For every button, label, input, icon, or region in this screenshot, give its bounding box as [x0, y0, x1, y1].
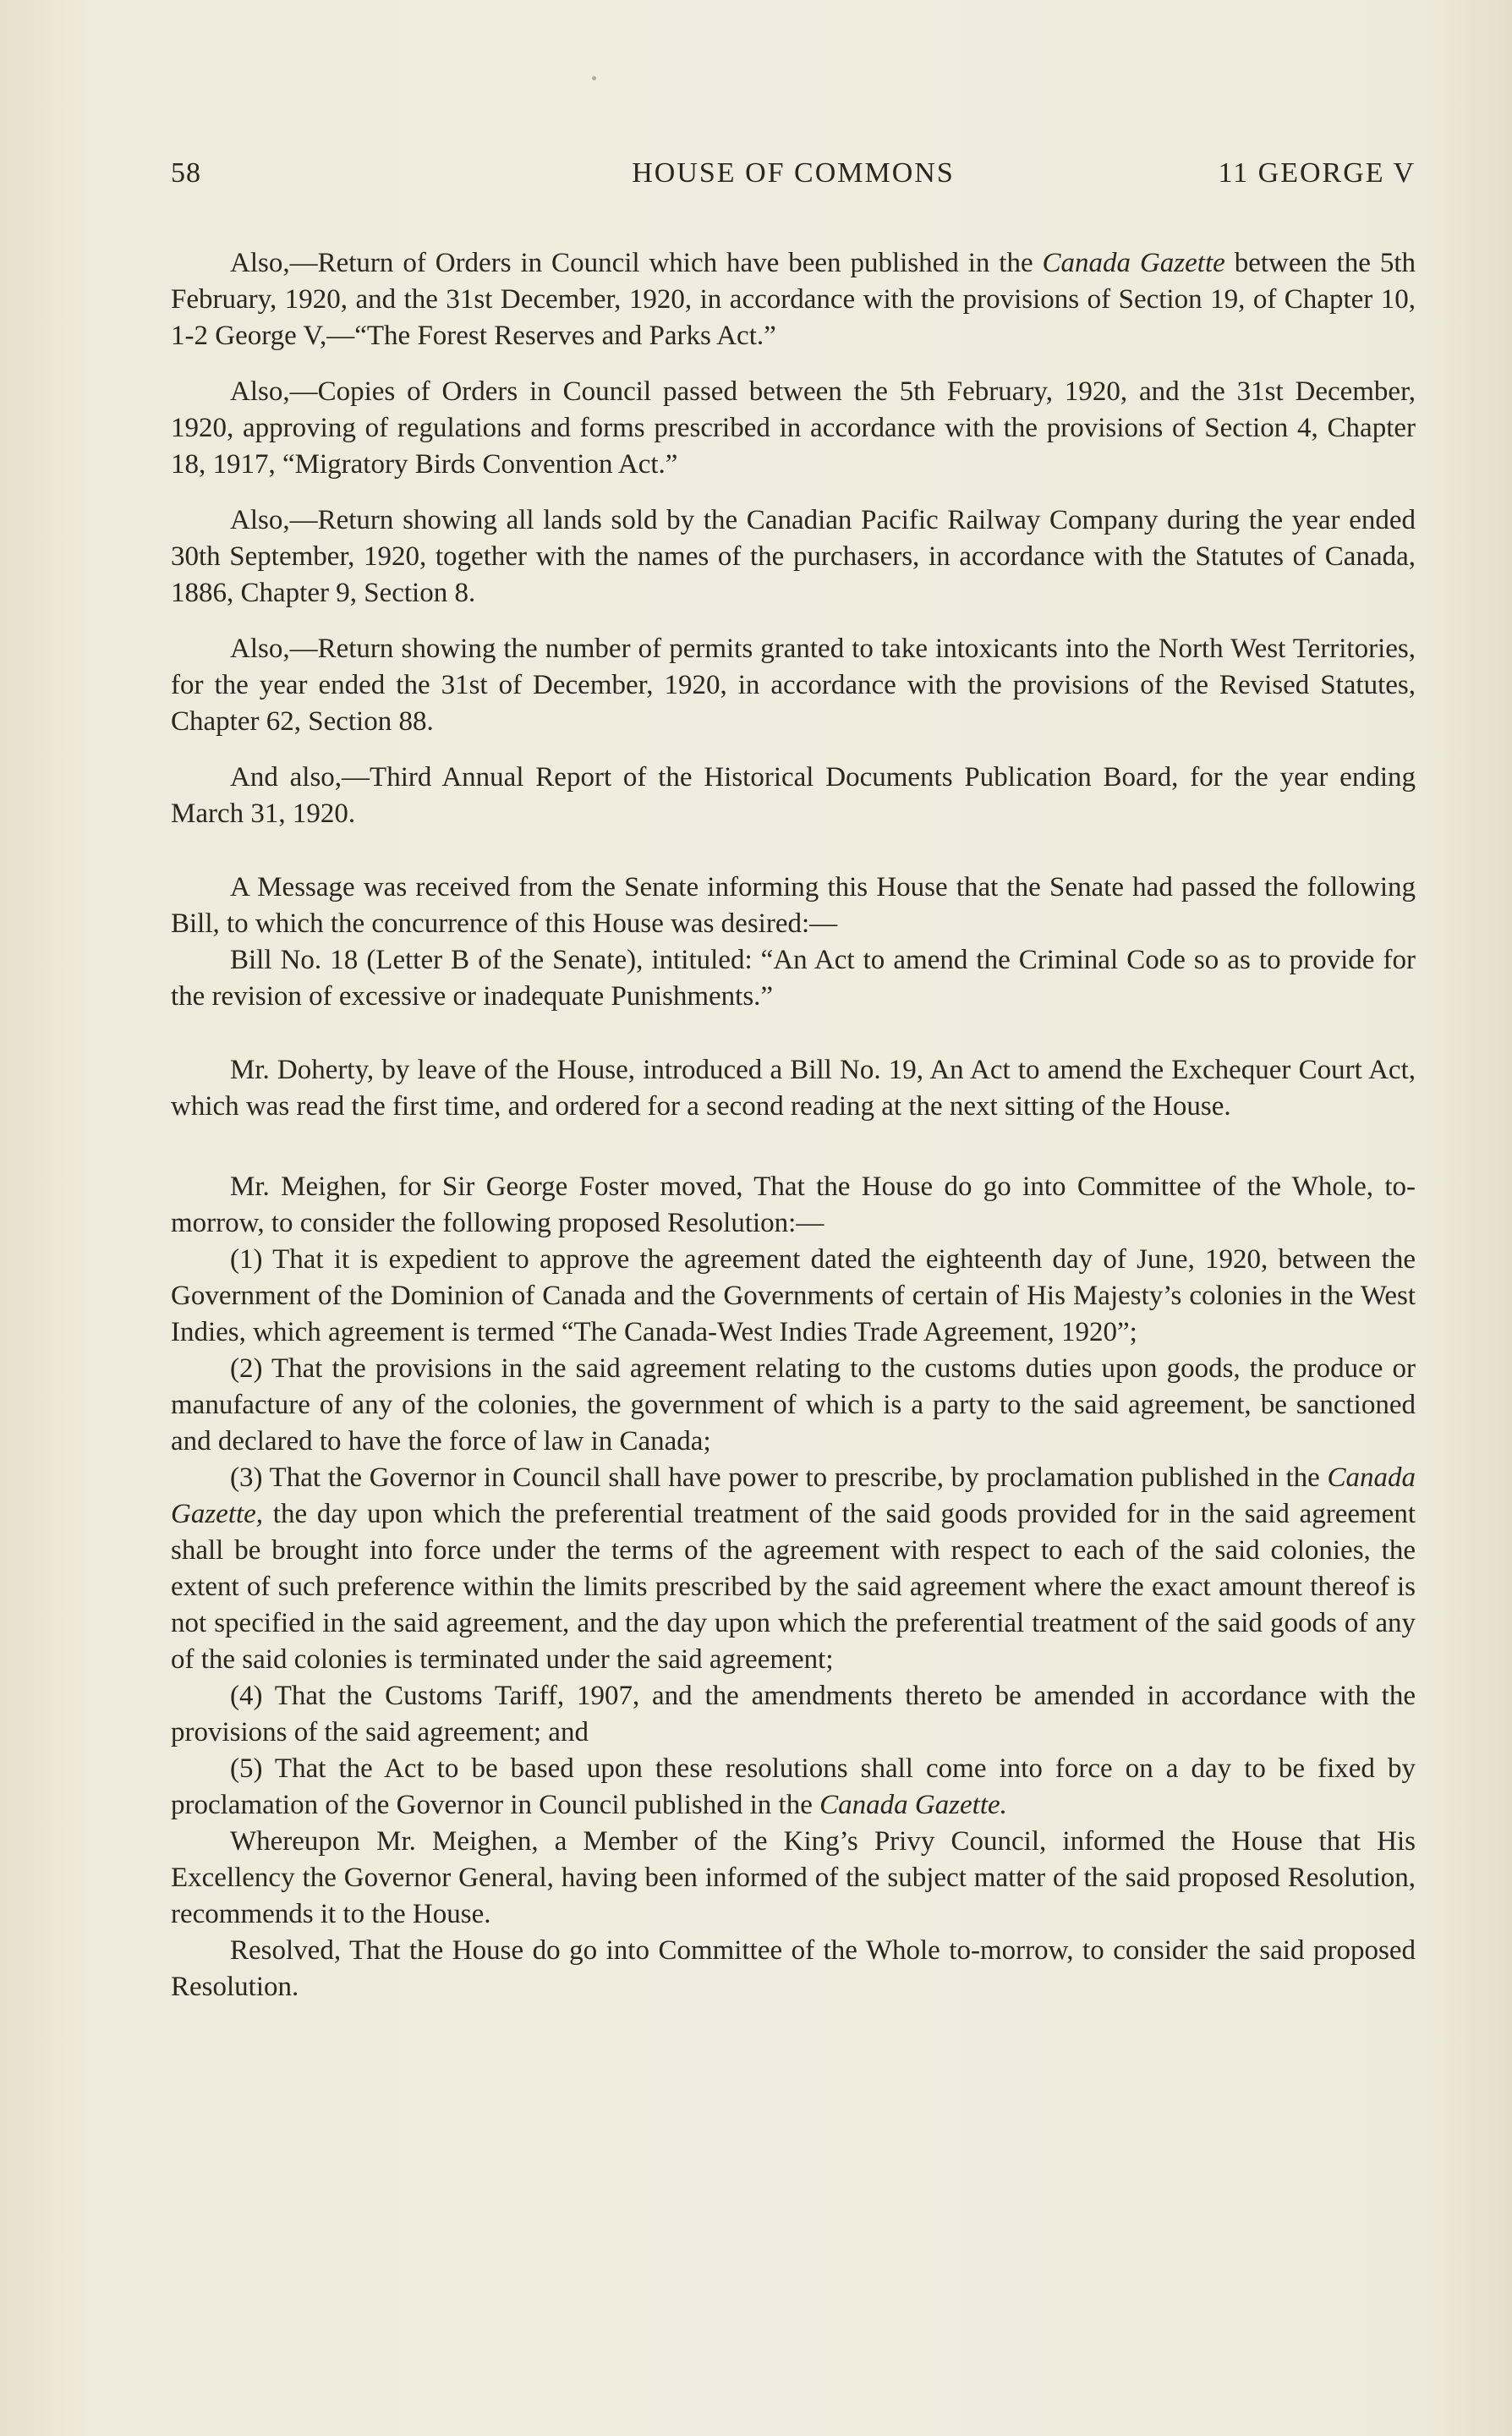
bill-18-criminal-code: Bill No. 18 (Letter B of the Senate), intituled: “An Act to amend the Criminal Code so as to provide for the revision of excessive or inadequate Punishments.” — [171, 945, 1416, 1012]
governor-recommendation: Whereupon Mr. Meighen, a Member of the King’s Privy Council, informed the House that His Excellency the Governor General, having been informed of the subject matter of the said proposed Resolution, recommends it to the House. — [171, 1826, 1416, 1929]
copies-migratory-birds: Also,—Copies of Orders in Council passed between the 5th February, 1920, and the 31st December, 1920, approving of regulations and forms prescribed in accordance with the provisions of Section 4, Chapter 18, 1917, “Migratory Birds Convention Act.” — [171, 376, 1416, 480]
resolved-committee: Resolved, That the House do go into Committee of the Whole to-morrow, to consider the said proposed Resolution. — [171, 1935, 1416, 2002]
resolution-5: (5) That the Act to be based upon these resolutions shall come into force on a day to be fixed by proclamation of the Governor in Council published in the Canada Gazette. — [171, 1753, 1416, 1820]
resolution-1: (1) That it is expedient to approve the agreement dated the eighteenth day of June, 1920, between the Government of the Dominion of Canada and the Governments of certain of His Majesty’s colonies in the West Indies, which agreement is termed “The Canada-West Indies Trade Agreement, 1920”; — [171, 1244, 1416, 1347]
session-label: 11 GEORGE V — [1218, 157, 1416, 189]
return-forest-reserves: Also,—Return of Orders in Council which have been published in the Canada Gazette between the 5th February, 1920, and the 31st December, 1920, in accordance with the provisions of Section 19, of Chapter 10, 1-2 George V,—“The Forest Reserves and Parks Act.” — [171, 248, 1416, 351]
journal-body — [171, 245, 1416, 2005]
meighen-motion: Mr. Meighen, for Sir George Foster moved, That the House do go into Committee of the Whole, to-morrow, to consider the following proposed Resolution:— — [171, 1171, 1416, 1238]
senate-message: A Message was received from the Senate informing this House that the Senate had passed the following Bill, to which the concurrence of this House was desired:— — [171, 872, 1416, 939]
paper-speck — [592, 76, 596, 80]
page-number: 58 — [171, 157, 201, 189]
resolution-2: (2) That the provisions in the said agreement relating to the customs duties upon goods, the produce or manufacture of any of the colonies, the government of which is a party to the said agreement, be sanctioned and declared to have the force of law in Canada; — [171, 1353, 1416, 1457]
resolution-3: (3) That the Governor in Council shall have power to prescribe, by proclamation published in the Canada Gazette, the day upon which the preferential treatment of the said goods provided for in the said agreement shall be brought into force under the terms of the agreement with respect to each of the said colonies, the extent of such preference within the limits prescribed by the said agreement where the exact amount thereof is not specified in the said agreement, and the day upon which the preferential treatment of the said goods of any of the said colonies is terminated under the said agreement; — [171, 1462, 1416, 1675]
running-title: HOUSE OF COMMONS — [632, 157, 955, 189]
report-historical-documents: And also,—Third Annual Report of the Historical Documents Publication Board, for the year ending March 31, 1920. — [171, 762, 1416, 829]
resolution-4: (4) That the Customs Tariff, 1907, and the amendments thereto be amended in accordance with the provisions of the said agreement; and — [171, 1681, 1416, 1747]
return-intoxicant-permits: Also,—Return showing the number of permits granted to take intoxicants into the North West Territories, for the year ended the 31st of December, 1920, in accordance with the provisions of the Revised Statutes, Chapter 62, Section 88. — [171, 634, 1416, 737]
return-cpr-lands: Also,—Return showing all lands sold by the Canadian Pacific Railway Company during the year ended 30th September, 1920, together with the names of the purchasers, in accordance with the Statutes of Canada, 1886, Chapter 9, Section 8. — [171, 505, 1416, 608]
page-header — [171, 157, 1416, 200]
bill-19-exchequer-court: Mr. Doherty, by leave of the House, introduced a Bill No. 19, An Act to amend the Exchequer Court Act, which was read the first time, and ordered for a second reading at the next sitting of the House. — [171, 1055, 1416, 1122]
